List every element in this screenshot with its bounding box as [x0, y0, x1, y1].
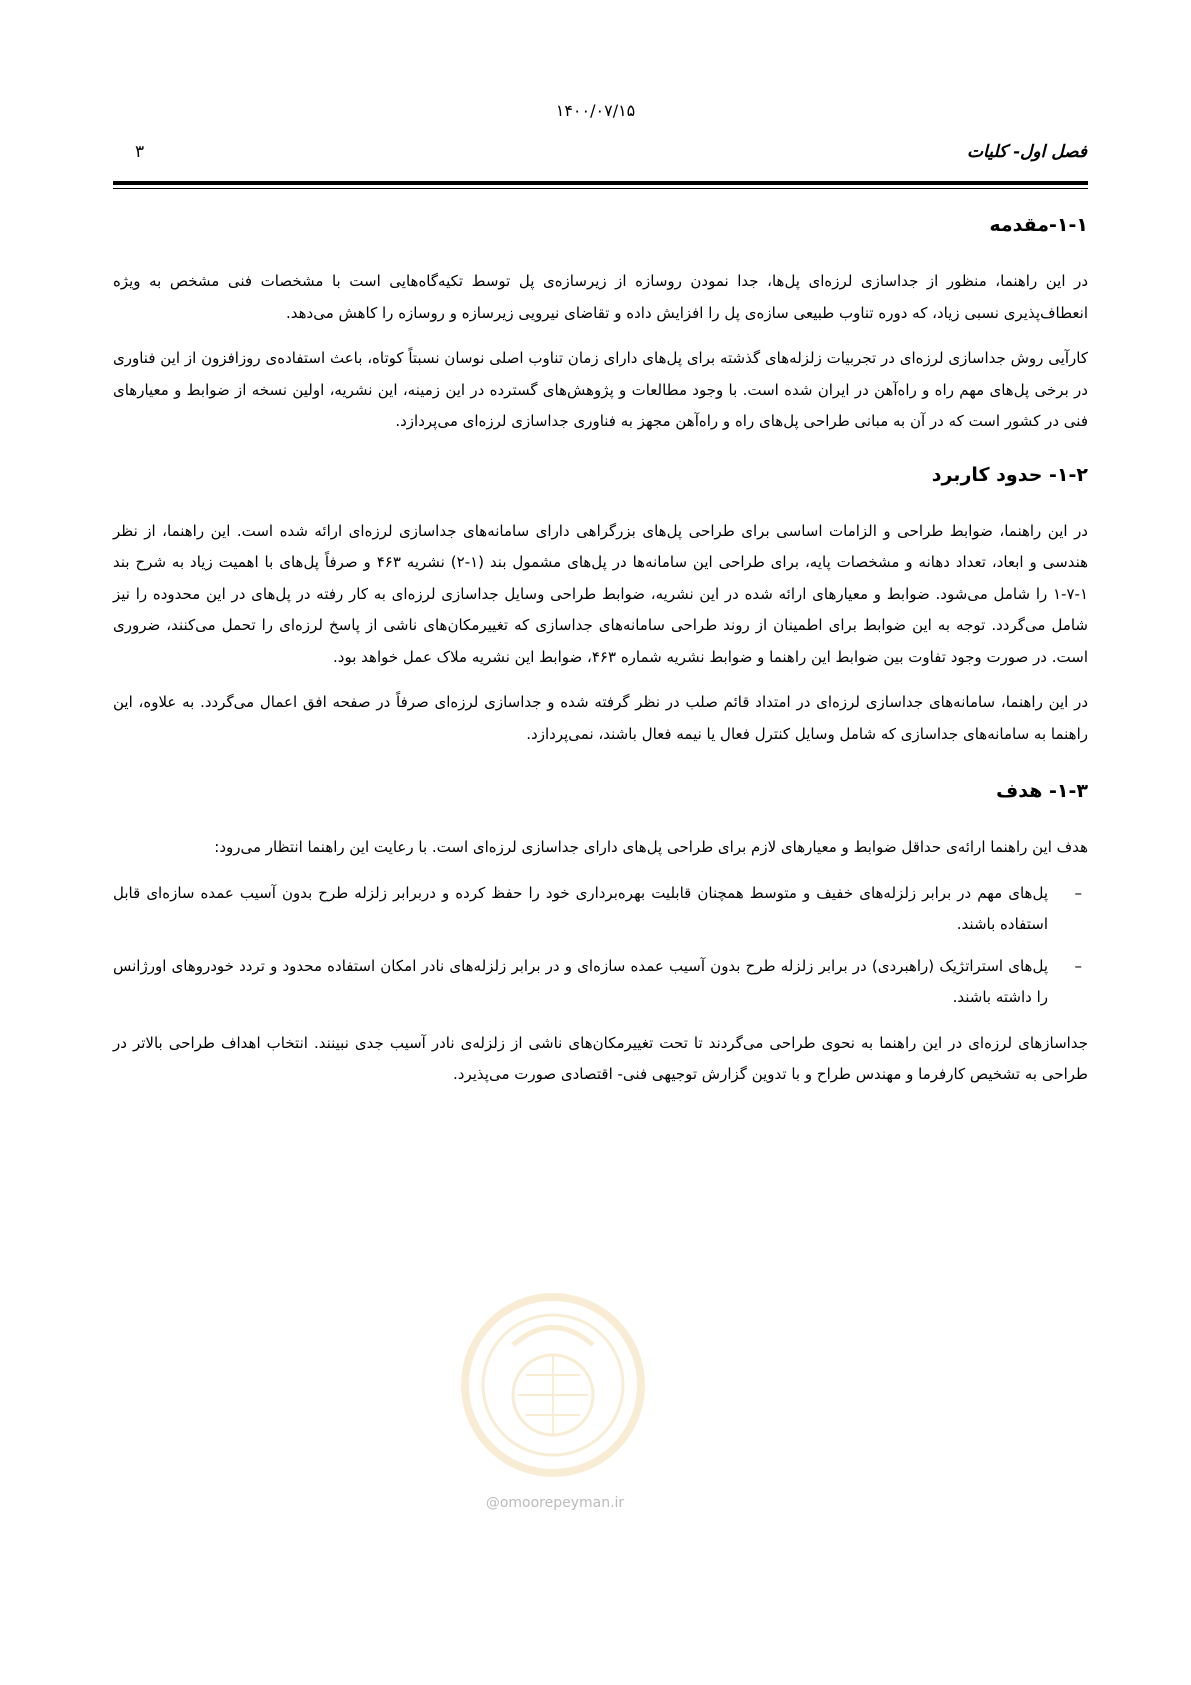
watermark-text: @omoorepeyman.ir [485, 1495, 625, 1511]
header-rule-thin [113, 188, 1088, 189]
watermark-logo-icon [458, 1290, 648, 1480]
document-date: ۱۴۰۰/۰۷/۱۵ [555, 101, 636, 120]
paragraph-objective-2: جداسازهای لرزه‌ای در این راهنما به نحوی طراحی می‌گردند تا تحت تغییرمکان‌های ناشی از زلزله‌ی نادر آسیب جدی نبینند. انتخاب اهداف طراحی بالاتر در طراحی به تشخیص کارفرما و مهندس طراح و با تدوین گزارش توجیهی فنی- اقتصادی صورت می‌پذیرد. [113, 1033, 1088, 1083]
page-number: ۳ [135, 142, 145, 162]
dash-bullet-icon: – [1074, 883, 1082, 902]
section-heading-intro: ۱-۱-مقدمه [989, 214, 1088, 236]
document-body [113, 214, 1088, 1091]
paragraph-scope-2: در این راهنما، سامانه‌های جداسازی لرزه‌ای در امتداد قائم صلب در نظر گرفته شده و جداسازی لرزه‌ای صرفاً در صفحه افق اعمال می‌گردد. به علاوه، این راهنما به سامانه‌های جداسازی که شامل وسایل کنترل فعال یا نیمه فعال باشند، نمی‌پردازد. [113, 693, 1088, 743]
paragraph-intro-1: در این راهنما، منظور از جداسازی لرزه‌ای پل‌ها، جدا نمودن روسازه از زیرسازه‌ی پل توسط تکیه‌گاه‌هایی است با مشخصات فنی مشخص به ویژه انعطاف‌پذیری نسبی زیاد، که دوره تناوب طبیعی سازه‌ی پل را افزایش داده و تقاضای نیرویی زیرسازه و روسازه را کاهش می‌دهد. [113, 272, 1088, 322]
objective-list [113, 878, 1088, 1014]
header-rule-thick [113, 181, 1088, 185]
dash-bullet-icon: – [1074, 956, 1082, 975]
section-heading-objective: ۱-۳- هدف [996, 780, 1088, 802]
chapter-title: فصل اول- کلیات [967, 142, 1087, 162]
paragraph-intro-2: کارآیی روش جداسازی لرزه‌ای در تجربیات زلزله‌های گذشته برای پل‌های دارای زمان تناوب اصلی نوسان نسبتاً کوتاه، باعث استفاده‌ی روزافزون از این فناوری در برخی پل‌های مهم راه و راه‌آهن در ایران شده است. با وجود مطالعات و پژوهش‌های گسترده در این زمینه، این نشریه، اولین نسخه از ضوابط و معیارهای فنی در کشور است که در آن به مبانی طراحی پل‌های راه و راه‌آهن مجهز به فناوری جداسازی لرزه‌ای می‌پردازد. [113, 349, 1088, 430]
list-item: – پل‌های مهم در برابر زلزله‌های خفیف و متوسط همچنان قابلیت بهره‌برداری خود را حفظ کرده و دربرابر زلزله طرح بدون آسیب عمده سازه‌ای قابل استفاده باشند. [113, 878, 1088, 941]
section-heading-scope: ۱-۲- حدود کاربرد [931, 463, 1088, 486]
paragraph-objective-1: هدف این راهنما ارائه‌ی حداقل ضوابط و معیارهای لازم برای طراحی پل‌های دارای جداسازی لرزه‌ای است. با رعایت این راهنما انتظار می‌رود: [214, 838, 1088, 856]
paragraph-scope-1: در این راهنما، ضوابط طراحی و الزامات اساسی برای طراحی پل‌های بزرگراهی دارای سامانه‌های جداسازی لرزه‌ای ارائه شده است. این راهنما، از نظر هندسی و ابعاد، تعداد دهانه و مشخصات پایه، برای طراحی این سامانه‌ها در پل‌های مشمول بند (۱-۲) نشریه ۴۶۳ و صرفاً پل‌های با اهمیت زیاد به شرح بند ۱-۷-۱ را شامل می‌شود. ضوابط و معیارهای ارائه شده در این نشریه، ضوابط طراحی وسایل جداسازی لرزه‌ای به کار رفته در پل‌های در این محدوده را نیز شامل می‌گردد. توجه به این ضوابط برای اطمینان از روند طراحی سامانه‌های جداسازی که تغییرمکان‌های ناشی از پاسخ لرزه‌ای را تحمل می‌کنند، ضروری است. در صورت وجود تفاوت بین ضوابط این راهنما و ضوابط نشریه شماره ۴۶۳، ضوابط این نشریه ملاک عمل خواهد بود. [113, 521, 1089, 666]
list-item: – پل‌های استراتژیک (راهبردی) در برابر زلزله طرح بدون آسیب عمده سازه‌ای و در برابر زلزله‌های نادر امکان استفاده محدود و تردد خودروهای اورژانس را داشته باشند. [113, 951, 1088, 1014]
